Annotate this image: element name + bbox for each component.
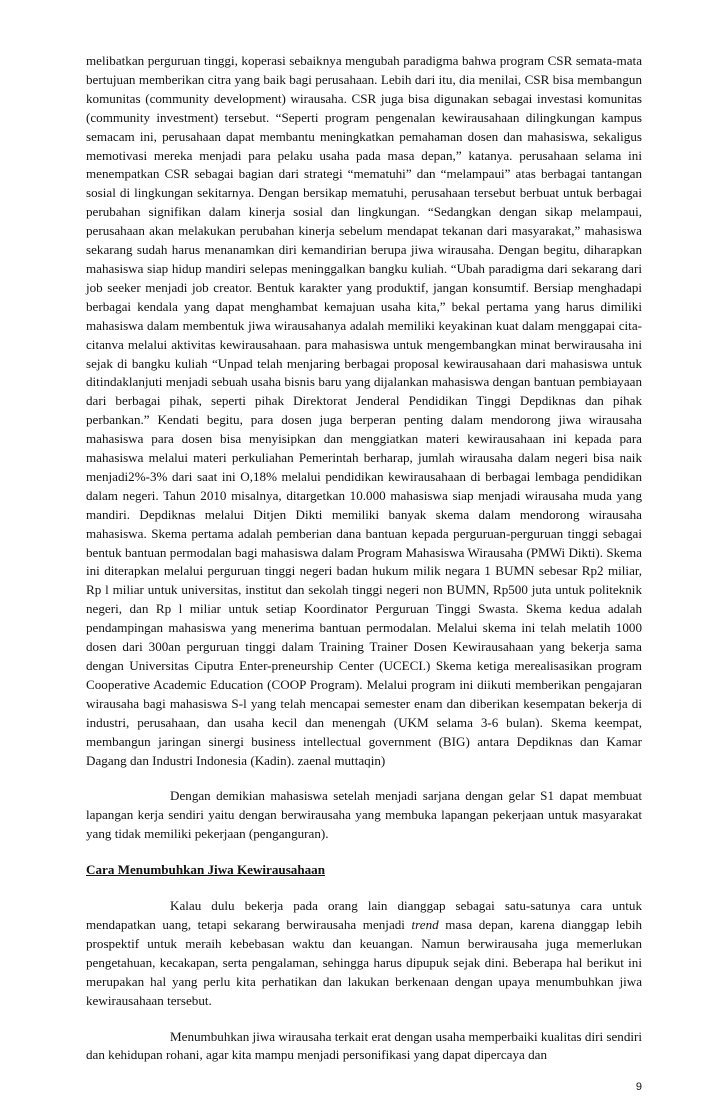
paragraph-csr: melibatkan perguruan tinggi, koperasi sebaiknya mengubah paradigma bahwa program CSR semata-mata bertujuan memberikan citra yang baik bagi perusahaan. Lebih dari itu, dia menilai, CSR bisa membangun komunitas (community development) wirausaha. CSR juga bisa digunakan sebagai investasi komunitas (community investment) tersebut. “Seperti program pengenalan kewirausahaan dilingkungan kampus semacam ini, perusahaan dapat membantu meningkatkan pemahaman dosen dan mahasiswa, sekaligus memotivasi mereka menjadi para pelaku usaha pada masa depan,” katanya. perusahaan selama ini menempatkan CSR sebagai bagian dari strategi “mematuhi” dan “melampaui” atas berbagai tantangan sosial di lingkungan sekitarnya. Dengan bersikap mematuhi, perusahaan tersebut berbuat untuk berbagai perubahan signifikan dalam kinerja sosial dan lingkungan. “Sedangkan dengan sikap melampaui, perusahaan akan melakukan perubahan kinerja sebelum mendapat tekanan dari masyarakat,” mahasiswa sekarang sudah harus menanamkan diri kemandirian berupa jiwa wirausaha. Dengan begitu, diharapkan mahasiswa siap hidup mandiri selepas meninggalkan bangku kuliah. “Ubah paradigma dari sekarang dari job seeker menjadi job creator. Bentuk karakter yang produktif, jangan konsumtif. Bersiap menghadapi berbagai kendala yang dapat menghambat kemajuan usaha kita,” bekal pertama yang harus dimiliki mahasiswa dalam membentuk jiwa wirausahanya adalah memiliki keyakinan kuat dalam menggapai cita-citanva melalui aktivitas kewirausahaan. para mahasiswa untuk mengembangkan minat berwirausaha ini sejak di bangku kuliah “Unpad telah menjaring berbagai proposal kewirausahaan dari mahasiswa untuk ditindaklanjuti menjadi sebuah usaha bisnis baru yang dijalankan mahasiswa dengan bantuan pembiayaan dari berbagai pihak, seperti pihak Direktorat Jenderal Pendidikan Tinggi Depdiknas dan pihak perbankan.” Kendati begitu, para dosen juga berperan penting dalam mendorong jiwa wirausaha mahasiswa para dosen bisa menyisipkan dan menggiatkan materi kewirausahaan ini kepada para mahasiswa melalui materi perkuliahan Pemerintah berharap, jumlah wirausaha dalam negeri bisa naik menjadi2%-3% dari saat ini O,18% melalui pendidikan kewirausahaan di berbagai lembaga pendidikan dalam negeri. Tahun 2010 misalnya, ditargetkan 10.000 mahasiswa siap menjadi wirausaha muda yang mandiri. Depdiknas melalui Ditjen Dikti memiliki banyak skema dalam mendorong wirausaha mahasiswa. Skema pertama adalah pemberian dana bantuan kepada perguruan-perguruan tinggi sebagai bentuk bantuan permodalan bagi mahasiswa dalam Program Mahasiswa Wirausaha (PMWi Dikti). Skema ini diterapkan melalui perguruan tinggi negeri badan hukum milik negara 1 BUMN sebesar Rp2 miliar, Rp l miliar untuk universitas, institut dan sekolah tinggi negeri non BUMN, Rp500 juta untuk politeknik negeri, dan Rp l miliar untuk setiap Koordinator Perguruan Tinggi Swasta. Skema kedua adalah pendampingan mahasiswa yang menerima bantuan permodalan. Melalui skema ini telah melatih 1000 dosen dari 300an perguruan tinggi dalam Training Trainer Dosen Kewirausahaan yang bekerja sama dengan Universitas Ciputra Enter-preneurship Center (UCECI.) Skema ketiga merealisasikan program Cooperative Academic Education (COOP Program). Melalui program ini diikuti memberikan pengajaran wirausaha bagi mahasiswa S-l yang telah mencapai semester enam dan diberikan kesempatan bekerja di industri, perusahaan, dan usaha kecil dan menengah (UKM selama 3-6 bulan). Skema keempat, membangun jaringan sinergi business intellectual government (BIG) antara Depdiknas dan Kamar Dagang dan Industri Indonesia (Kadin). zaenal muttaqin) bbox=[86, 53, 642, 768]
paragraph-trend-text-start: Kalau dulu bekerja pada orang lain dianggap sebagai satu-satunya cara untuk mendapatkan uang, tetapi sekarang berwirausaha menjadi bbox=[86, 898, 642, 932]
paragraph-conclusion: Dengan demikian mahasiswa setelah menjadi sarjana dengan gelar S1 dapat membuat lapangan kerja sendiri yaitu dengan berwirausaha yang membuka lapangan pekerjaan untuk masyarakat yang tidak memiliki pekerjaan (penganguran). bbox=[86, 788, 642, 842]
paragraph-spacer bbox=[86, 844, 642, 861]
paragraph-spacer bbox=[86, 880, 642, 897]
page-number: 9 bbox=[635, 1081, 642, 1093]
paragraph-self-improvement: Menumbuhkan jiwa wirausaha terkait erat dengan usaha memperbaiki kualitas diri sendiri dan kehidupan rohani, agar kita mampu menjadi personifikasi yang dapat dipercaya dan bbox=[86, 1028, 642, 1063]
paragraph-trend bbox=[86, 897, 642, 1010]
paragraph-spacer bbox=[86, 770, 642, 787]
document-body bbox=[86, 52, 642, 1065]
paragraph-trend-text-end: masa depan, karena dianggap lebih prospektif untuk meraih kebebasan waktu dan keuangan. Namun berwirausaha juga memerlukan pengetahuan, kecakapan, serta pengalaman, sehingga harus dipupuk sejak dini. Beberapa hal berikut ini merupakan hal yang perlu kita perhatikan dan lakukan berkenaan dengan upaya menumbuhkan jiwa kewirausahaan tersebut. bbox=[86, 916, 643, 1008]
italic-word-trend: trend bbox=[411, 916, 439, 932]
paragraph-spacer bbox=[86, 1011, 642, 1028]
section-heading: Cara Menumbuhkan Jiwa Kewirausahaan bbox=[86, 862, 325, 878]
